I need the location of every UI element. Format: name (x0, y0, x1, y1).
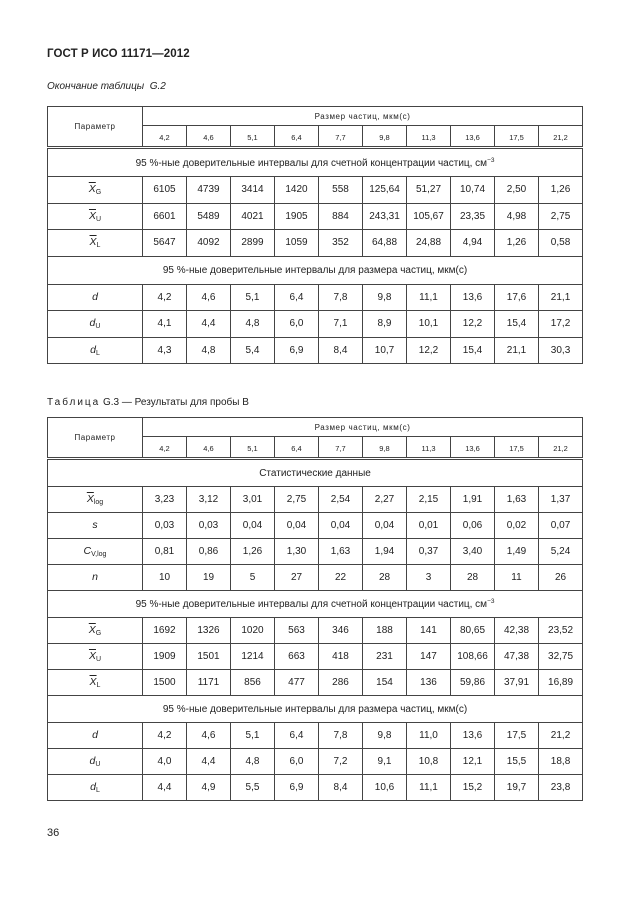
table-cell: 18,8 (539, 749, 583, 775)
table-cell: 147 (407, 644, 451, 670)
table-cell: 4,6 (187, 284, 231, 311)
table-cell: 1692 (143, 618, 187, 644)
table-cell: 0,58 (539, 230, 583, 257)
table-row (48, 749, 583, 775)
table-cell: 22 (319, 565, 363, 591)
table-cell: 2899 (231, 230, 275, 257)
symbol-letter: d (92, 729, 98, 741)
table-cell: 4,6 (187, 723, 231, 749)
table-cell: 11 (495, 565, 539, 591)
table-cell: 26 (539, 565, 583, 591)
table-cell: 17,6 (495, 284, 539, 311)
table-cell: 0,06 (451, 513, 495, 539)
section-count-concentration (48, 591, 583, 618)
table-row (48, 618, 583, 644)
document-header: ГОСТ Р ИСО 11171—2012 (47, 48, 190, 60)
size-group-header: Размер частиц, мкм(с) (143, 107, 583, 126)
table-cell: 37,91 (495, 670, 539, 696)
table-cell: 15,4 (495, 311, 539, 338)
table-cell: 1020 (231, 618, 275, 644)
table-cell: 1,37 (539, 487, 583, 513)
table-cell: 1,26 (539, 177, 583, 204)
size-header-cell: 4,6 (187, 126, 231, 148)
section-particle-size: 95 %-ные доверительные интервалы для размера частиц, мкм(с) (48, 256, 583, 284)
symbol-letter: $\overline{X}$ (88, 183, 96, 196)
table-cell: 4,4 (187, 749, 231, 775)
table-cell: 13,6 (451, 284, 495, 311)
table-cell: 3 (407, 565, 451, 591)
table2-caption-rest: G.3 — Результаты для пробы В (103, 397, 249, 408)
table-cell: 4,0 (143, 749, 187, 775)
table-cell: 9,1 (363, 749, 407, 775)
table-cell: 6,4 (275, 284, 319, 311)
symbol-letter: $\overline{X}$ (89, 676, 97, 688)
table-cell: 0,04 (275, 513, 319, 539)
symbol-letter: C (83, 545, 92, 557)
table-cell: 6,9 (275, 337, 319, 364)
table-row (48, 311, 583, 338)
table-cell: 10,74 (451, 177, 495, 204)
table-cell: 23,35 (451, 203, 495, 230)
table1-caption-text: Окончание таблицы (47, 81, 145, 92)
table-cell: 231 (363, 644, 407, 670)
table-cell: 243,31 (363, 203, 407, 230)
symbol-subscript: U (95, 323, 101, 331)
table-cell: 64,88 (363, 230, 407, 257)
symbol-letter: $\overline{X}$ (88, 650, 96, 662)
table-cell: 47,38 (495, 644, 539, 670)
table-cell: 80,65 (451, 618, 495, 644)
table-cell: 558 (319, 177, 363, 204)
section-particle-size: 95 %-ные доверительные интервалы для размера частиц, мкм(с) (48, 696, 583, 723)
parameter-symbol (48, 487, 143, 513)
table-cell: 141 (407, 618, 451, 644)
table-cell: 125,64 (363, 177, 407, 204)
size-header-cell: 17,5 (495, 126, 539, 148)
table-cell: 7,1 (319, 311, 363, 338)
symbol-letter: $\overline{X}$ (88, 209, 96, 222)
table-cell: 59,86 (451, 670, 495, 696)
table-cell: 1,26 (495, 230, 539, 257)
table-cell: 4,9 (187, 775, 231, 801)
parameter-symbol (48, 337, 143, 364)
table-cell: 0,07 (539, 513, 583, 539)
table-cell: 154 (363, 670, 407, 696)
table-cell: 21,1 (495, 337, 539, 364)
size-header-cell: 4,2 (143, 437, 187, 459)
table-cell: 1420 (275, 177, 319, 204)
symbol-letter: n (92, 571, 98, 583)
size-header-cell: 5,1 (231, 437, 275, 459)
table-cell: 4,8 (231, 311, 275, 338)
table-cell: 4,94 (451, 230, 495, 257)
parameter-symbol (48, 749, 143, 775)
table-cell: 5647 (143, 230, 187, 257)
table-row (48, 775, 583, 801)
table-cell: 2,54 (319, 487, 363, 513)
table-cell: 0,04 (231, 513, 275, 539)
symbol-letter: d (89, 317, 96, 330)
symbol-subscript: U (95, 656, 102, 663)
table-cell: 11,0 (407, 723, 451, 749)
table-cell: 4,8 (187, 337, 231, 364)
table-cell: 1,91 (451, 487, 495, 513)
table-cell: 5,24 (539, 539, 583, 565)
table-cell: 1059 (275, 230, 319, 257)
table-cell: 10,8 (407, 749, 451, 775)
table-g2-end (47, 106, 583, 364)
table-cell: 6,0 (275, 311, 319, 338)
section-text: 95 %-ные доверительные интервалы для счетной концентрации частиц, см (135, 157, 488, 169)
table-cell: 1,26 (231, 539, 275, 565)
section-exponent: −3 (487, 598, 495, 605)
table-cell: 17,2 (539, 311, 583, 338)
table-cell: 12,2 (451, 311, 495, 338)
parameter-symbol (48, 644, 143, 670)
table-cell: 9,8 (363, 284, 407, 311)
table-cell: 19,7 (495, 775, 539, 801)
section-count-concentration (48, 148, 583, 177)
table-cell: 15,4 (451, 337, 495, 364)
table-cell: 7,2 (319, 749, 363, 775)
size-header-cell: 13,6 (451, 126, 495, 148)
table-cell: 0,03 (187, 513, 231, 539)
table-cell: 51,27 (407, 177, 451, 204)
table-cell: 2,27 (363, 487, 407, 513)
parameter-symbol (48, 230, 143, 257)
table-cell: 6105 (143, 177, 187, 204)
table-cell: 1214 (231, 644, 275, 670)
parameter-symbol (48, 670, 143, 696)
parameter-symbol (48, 311, 143, 338)
size-header-cell: 21,2 (539, 437, 583, 459)
size-header-cell: 13,6 (451, 437, 495, 459)
table-cell: 5489 (187, 203, 231, 230)
symbol-subscript: G (95, 630, 102, 637)
symbol-subscript: U (95, 215, 102, 223)
table-row (48, 284, 583, 311)
size-header-cell: 9,8 (363, 437, 407, 459)
table-cell: 3,40 (451, 539, 495, 565)
table-cell: 4739 (187, 177, 231, 204)
table-cell: 10 (143, 565, 187, 591)
param-header: Параметр (48, 418, 143, 459)
table-cell: 1,94 (363, 539, 407, 565)
table-row (48, 539, 583, 565)
symbol-letter: $\overline{X}$ (88, 624, 96, 636)
symbol-subscript: V,log (91, 551, 107, 558)
symbol-subscript: L (96, 242, 101, 250)
size-header-cell: 4,2 (143, 126, 187, 148)
size-header-cell: 17,5 (495, 437, 539, 459)
size-header-cell: 9,8 (363, 126, 407, 148)
table-cell: 1501 (187, 644, 231, 670)
table-cell: 1,49 (495, 539, 539, 565)
table-cell: 188 (363, 618, 407, 644)
symbol-subscript: G (95, 189, 102, 197)
table-cell: 21,2 (539, 723, 583, 749)
table-cell: 2,75 (539, 203, 583, 230)
size-header-cell: 11,3 (407, 126, 451, 148)
size-header-cell: 11,3 (407, 437, 451, 459)
table-cell: 30,3 (539, 337, 583, 364)
table1-caption (47, 81, 166, 92)
table1-caption-ref: G.2 (149, 81, 166, 92)
table-cell: 4092 (187, 230, 231, 257)
table-cell: 9,8 (363, 723, 407, 749)
table-cell: 563 (275, 618, 319, 644)
table-cell: 0,04 (319, 513, 363, 539)
table-cell: 6601 (143, 203, 187, 230)
table-cell: 12,2 (407, 337, 451, 364)
table-cell: 346 (319, 618, 363, 644)
parameter-symbol (48, 775, 143, 801)
symbol-subscript: L (95, 349, 100, 357)
table-row (48, 723, 583, 749)
table-cell: 5,1 (231, 284, 275, 311)
parameter-symbol (48, 177, 143, 204)
symbol-letter: s (92, 519, 98, 531)
table-cell: 17,5 (495, 723, 539, 749)
table-cell: 2,50 (495, 177, 539, 204)
parameter-symbol (48, 539, 143, 565)
table-cell: 21,1 (539, 284, 583, 311)
table-cell: 8,4 (319, 337, 363, 364)
table-cell: 10,1 (407, 311, 451, 338)
symbol-subscript: L (95, 787, 100, 794)
table-cell: 23,52 (539, 618, 583, 644)
table-cell: 856 (231, 670, 275, 696)
table-cell: 10,6 (363, 775, 407, 801)
table-cell: 1,63 (319, 539, 363, 565)
table-cell: 24,88 (407, 230, 451, 257)
table-cell: 4,3 (143, 337, 187, 364)
symbol-letter: $\overline{X}$ (89, 236, 97, 249)
symbol-letter: d (89, 755, 96, 767)
table-cell: 884 (319, 203, 363, 230)
table-cell: 7,8 (319, 723, 363, 749)
table-cell: 0,81 (143, 539, 187, 565)
table-g3 (47, 417, 583, 801)
param-header: Параметр (48, 107, 143, 148)
table-cell: 11,1 (407, 775, 451, 801)
symbol-subscript: log (93, 499, 104, 506)
table-cell: 0,86 (187, 539, 231, 565)
size-header-cell: 4,6 (187, 437, 231, 459)
table-cell: 5 (231, 565, 275, 591)
table-row (48, 203, 583, 230)
symbol-subscript: U (95, 761, 101, 768)
section-exponent: −3 (487, 156, 495, 164)
size-header-cell: 7,7 (319, 437, 363, 459)
table-cell: 105,67 (407, 203, 451, 230)
table-row (48, 177, 583, 204)
table-cell: 4,2 (143, 723, 187, 749)
table-cell: 4021 (231, 203, 275, 230)
table-cell: 42,38 (495, 618, 539, 644)
table-row (48, 230, 583, 257)
table-cell: 19 (187, 565, 231, 591)
table-cell: 4,1 (143, 311, 187, 338)
table-row (48, 565, 583, 591)
size-group-header: Размер частиц, мкм(с) (143, 418, 583, 437)
table-cell: 8,4 (319, 775, 363, 801)
table2-caption (47, 397, 249, 408)
table-row (48, 670, 583, 696)
section-text: 95 %-ные доверительные интервалы для счетной концентрации частиц, см (135, 599, 488, 610)
table-cell: 1,30 (275, 539, 319, 565)
table-cell: 5,5 (231, 775, 275, 801)
table-cell: 1326 (187, 618, 231, 644)
table-cell: 28 (451, 565, 495, 591)
table-cell: 1909 (143, 644, 187, 670)
symbol-letter: $\overline{X}$ (86, 493, 94, 505)
symbol-subscript: L (96, 682, 101, 689)
symbol-letter: d (92, 290, 98, 303)
table-row (48, 644, 583, 670)
parameter-symbol (48, 723, 143, 749)
table-cell: 5,1 (231, 723, 275, 749)
table-cell: 2,15 (407, 487, 451, 513)
table-cell: 15,2 (451, 775, 495, 801)
table-row (48, 513, 583, 539)
table-cell: 12,1 (451, 749, 495, 775)
table-cell: 1171 (187, 670, 231, 696)
table-cell: 0,01 (407, 513, 451, 539)
table-cell: 15,5 (495, 749, 539, 775)
table-cell: 418 (319, 644, 363, 670)
table-cell: 4,2 (143, 284, 187, 311)
table-cell: 11,1 (407, 284, 451, 311)
table-cell: 4,8 (231, 749, 275, 775)
table-cell: 108,66 (451, 644, 495, 670)
size-header-cell: 7,7 (319, 126, 363, 148)
table-cell: 4,4 (187, 311, 231, 338)
table-cell: 3414 (231, 177, 275, 204)
table-cell: 2,75 (275, 487, 319, 513)
parameter-symbol (48, 284, 143, 311)
table-row (48, 487, 583, 513)
table-cell: 13,6 (451, 723, 495, 749)
table-cell: 0,03 (143, 513, 187, 539)
parameter-symbol (48, 203, 143, 230)
table-cell: 8,9 (363, 311, 407, 338)
table-cell: 10,7 (363, 337, 407, 364)
table-cell: 286 (319, 670, 363, 696)
table-cell: 1905 (275, 203, 319, 230)
table-cell: 0,37 (407, 539, 451, 565)
table2-caption-prefix: Таблица (47, 397, 101, 408)
table-cell: 28 (363, 565, 407, 591)
table-row (48, 337, 583, 364)
table-cell: 32,75 (539, 644, 583, 670)
size-header-cell: 21,2 (539, 126, 583, 148)
parameter-symbol (48, 513, 143, 539)
parameter-symbol (48, 618, 143, 644)
table-cell: 3,23 (143, 487, 187, 513)
page-number: 36 (47, 827, 60, 839)
symbol-letter: d (90, 781, 96, 793)
table-cell: 6,4 (275, 723, 319, 749)
table-cell: 16,89 (539, 670, 583, 696)
table-cell: 27 (275, 565, 319, 591)
size-header-cell: 6,4 (275, 437, 319, 459)
table-cell: 1500 (143, 670, 187, 696)
symbol-letter: d (90, 343, 96, 356)
size-header-cell: 5,1 (231, 126, 275, 148)
table-cell: 3,01 (231, 487, 275, 513)
table-cell: 477 (275, 670, 319, 696)
table-cell: 352 (319, 230, 363, 257)
parameter-symbol (48, 565, 143, 591)
table-cell: 23,8 (539, 775, 583, 801)
table-cell: 1,63 (495, 487, 539, 513)
table-cell: 6,9 (275, 775, 319, 801)
size-header-cell: 6,4 (275, 126, 319, 148)
table-cell: 4,98 (495, 203, 539, 230)
section-statistics: Статистические данные (48, 459, 583, 487)
table-cell: 136 (407, 670, 451, 696)
table-cell: 5,4 (231, 337, 275, 364)
table-cell: 3,12 (187, 487, 231, 513)
table-cell: 0,04 (363, 513, 407, 539)
table-cell: 7,8 (319, 284, 363, 311)
table-cell: 4,4 (143, 775, 187, 801)
table-cell: 6,0 (275, 749, 319, 775)
table-cell: 663 (275, 644, 319, 670)
table-cell: 0,02 (495, 513, 539, 539)
